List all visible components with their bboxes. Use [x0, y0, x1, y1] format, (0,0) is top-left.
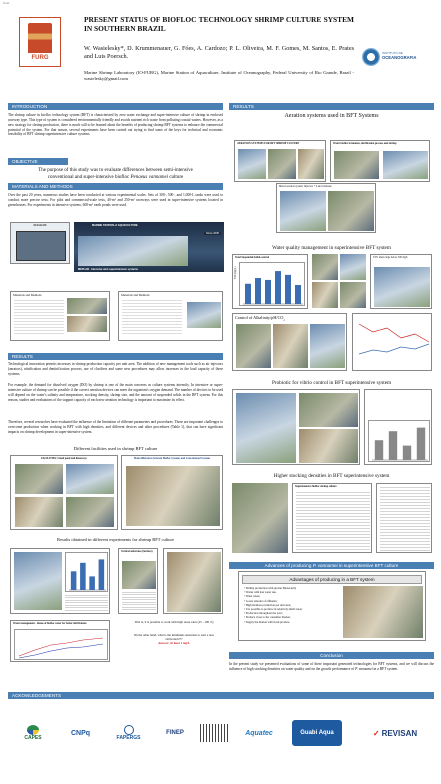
facilities-photo-b — [66, 464, 114, 494]
bar-C — [403, 446, 411, 460]
facilities-photo-d — [66, 497, 114, 527]
introduction-text: The shrimp culture in biofloc technology system (BFT) is characterized by zero water exchange and super-intensive culture of shrimp in enclosed raceway type. This type of system is considered environmentally friendly and avoids nutrient rich waste from polluting coastal waters. However, as a new strategy for shrimp production, there is much still to be learned about the benefits of producing shrimp BFT systems to enhance the commercial potential of the system. For that reason, several experiments have been carried out trying to find some of the keys for technical and economic feasibility of BFT shrimp superintensive culture systems. — [8, 113, 223, 137]
mm-panel-1-photo-b — [67, 316, 107, 332]
mm-station-image — [78, 236, 188, 266]
ack-logo-cnpq — [58, 724, 103, 742]
advantage-item: • Shrimp production with greater Biosecurity — [244, 586, 297, 590]
alkalinity-chart-panel — [352, 313, 432, 371]
facilities-photo-c — [15, 497, 63, 527]
alkalinity-title-main: Control of Alkalinity/pH/CO — [235, 315, 284, 320]
bar-A — [71, 571, 77, 590]
mm-station-caption: MEPLAB - Intensive and superintensive systems — [78, 267, 138, 271]
vertical-substrates-photo — [122, 561, 156, 589]
ack-logo-finep-text: FINEP — [166, 730, 184, 736]
mixed-aeration-photo-a — [280, 191, 326, 231]
bar-T4 — [275, 271, 281, 304]
bar-D — [99, 559, 105, 590]
bar-C — [89, 576, 95, 590]
advantages-title: Advantages of producing in a BFT system — [242, 575, 422, 584]
probiotic-bar-chart — [369, 421, 431, 463]
poster-authors: W. Wasielesky*, D. Krummenauer, G. Fóes, A. Cardozo; P. L. Oliveira, M. F. Gomes, M. Santos, E. Prates and Luis Poersch. — [84, 45, 354, 60]
aeration-panel-1-title: AERATION SYSTEMS FOR BFT SHRIMP CULTURE — [237, 142, 300, 145]
aeration-panel-2 — [330, 140, 430, 182]
stocking-panel-2-table — [380, 487, 430, 551]
objective-species: Penaeus vannamei — [130, 174, 169, 180]
introduction-heading: INTRODUCTION — [8, 103, 223, 110]
facilities-panel-title: FACILITIES: Lined pond and Raceways — [41, 457, 87, 460]
aeration-photo-c — [298, 149, 324, 179]
probiotic-panel-2 — [364, 389, 432, 465]
exp-panel-1 — [10, 548, 110, 614]
stocking-note: Superintensive biofloc shrimp culture — [295, 485, 337, 488]
advantage-item: • High biomass production per unit area; — [244, 602, 291, 607]
alkalinity-photo-a — [236, 324, 271, 368]
ack-logo-pattern — [200, 724, 228, 742]
clarifier-photos — [312, 254, 367, 309]
mm-station-photo — [74, 222, 224, 272]
water-mgmt-series-a — [19, 638, 103, 656]
ack-logo-fapergs-text: FAPERGS — [116, 735, 141, 741]
bar-T3 — [265, 280, 271, 304]
ack-logo-finep — [154, 724, 196, 742]
advances-heading — [229, 562, 434, 569]
clarifier-photo-d — [340, 282, 366, 308]
mm-panel-1-photo-a — [67, 298, 107, 314]
clarifier-photo-c — [312, 282, 338, 308]
mm-station-year: Since 2005 — [206, 232, 219, 235]
water-mgmt-title: Water management - Reuse of biofloc water for better nitrification — [13, 622, 87, 625]
bar-T5 — [285, 275, 291, 304]
ack-logo-capes-text: CAPES — [24, 735, 42, 741]
exp-panel-1-table — [65, 595, 108, 611]
water-mgmt-chart — [14, 629, 108, 660]
clarifier-note: TSS: ideal range below 500 mg/L — [373, 256, 409, 259]
mm-diagram-title: DIAGRAM — [33, 224, 47, 227]
ack-logo-aquatec — [234, 722, 284, 744]
highlight-box — [125, 620, 223, 662]
vertical-substrates-label: Vertical substrates (Surface) — [121, 550, 153, 553]
mixed-aeration-photo-b — [328, 191, 374, 231]
objective-line2 — [8, 175, 223, 182]
materials-heading: MATERIALS AND METHODS — [8, 183, 223, 190]
mm-panel-2-textblock — [122, 300, 182, 336]
ack-logo-aquatec-text: Aquatec — [245, 729, 273, 737]
bar-T1 — [245, 284, 251, 304]
probiotic-photo-a — [236, 393, 296, 463]
aeration-panel-2-photo-a — [334, 151, 379, 179]
clarifier-photo-b — [340, 254, 366, 280]
alkalinity-title-sub: 2 — [283, 318, 285, 322]
mm-panel-2 — [118, 291, 223, 341]
differences-panel-title: Main differences between Biofloc Systems and Conventional Systems — [133, 457, 211, 460]
objective-line2-pre: conventional and super-intensive biofloc — [47, 174, 131, 180]
water-mgmt-lines — [15, 630, 109, 661]
aeration-panel-1 — [234, 140, 326, 182]
mm-station-banner: MARINE STATION of AQUACULTURE — [92, 224, 138, 227]
bar-T6 — [295, 285, 301, 304]
alkalinity-series-b — [359, 344, 429, 354]
aeration-title: Aeration systems used in BFT Systems — [284, 113, 379, 119]
differences-panel-photo — [126, 466, 220, 526]
aeration-photo-a — [238, 149, 266, 179]
objective-heading: OBJECTIVE — [8, 158, 68, 165]
advantage-item: • Produce close to the consumer market, — [244, 615, 291, 620]
furg-logo-mark — [28, 23, 52, 53]
ack-logo-revisan — [358, 722, 432, 744]
results-exp-title: Results obtained in different experiments for shrimp BFT culture — [56, 537, 175, 542]
mm-diagram-panel — [10, 222, 70, 264]
stocking-panel — [292, 483, 372, 553]
facilities-panel — [10, 455, 118, 530]
highlight-line3: Answer: At least 1 mg/L — [158, 641, 190, 646]
vertical-substrates-text — [122, 592, 156, 612]
bar-A — [375, 440, 383, 460]
mm-panel-1-title: Materials and Methods — [13, 293, 42, 297]
probiotic-panel-1 — [232, 389, 360, 465]
bar-D — [417, 428, 425, 460]
aeration-panel-2-title: Water biofloc formation, nitrification process and shrimp — [333, 142, 397, 145]
objective-line2-post: culture — [168, 174, 184, 180]
advantages-panel — [238, 571, 426, 641]
mm-panel-2-title: Materials and Methods — [121, 293, 150, 297]
poster-title: PRESENT STATUS OF BIOFLOC TECHNOLOGY SHRIMP CULTURE SYSTEM IN SOUTHERN BRAZIL — [84, 15, 354, 33]
probiotic-photo-c — [299, 429, 358, 463]
tss-y-label: TSS (mg/L) — [234, 266, 237, 279]
water-quality-title: Water quality management in superintensive BFT system — [272, 245, 391, 251]
objective-text — [8, 168, 223, 181]
mixed-aeration-title: Mixed aeration system: Injectors + 2 and venturies — [279, 185, 332, 188]
oceanografia-logo-line1: INSTITUTO DE — [382, 51, 403, 55]
mixed-aeration-panel — [276, 183, 376, 233]
alkalinity-photo-b — [273, 324, 308, 368]
aeration-photo-b — [268, 149, 296, 179]
poster-affiliation: Marine Shrimp Laboratory (IO-FURG), Marine Station of Aquaculture, Institute of Oceanography, Federal University of Rio Grande, Brazil - wasielesky@gmail.com — [84, 70, 354, 81]
conclusion-text-pre: In the present study we presented evaluations of some of these important generated technologies for BFT systems, and we will discuss the influence of high stocking densities on water quality and on the growth performance of — [229, 662, 434, 671]
advantage-item: • Production throughout the year; — [244, 611, 283, 616]
exp-panel-2 — [118, 548, 158, 614]
probiotic-photo-b — [299, 393, 358, 427]
results-right-heading: RESULTS — [229, 103, 434, 110]
bar-B — [389, 431, 397, 460]
facilities-photo-a — [15, 464, 63, 494]
furg-logo — [19, 17, 61, 67]
facilities-title: Different facilities used in shrimp BFT culture — [73, 446, 158, 451]
clarifier-note-panel — [370, 254, 432, 309]
oceanografia-logo-mark — [362, 48, 380, 66]
oceanografia-logo-line2: OCEANOGRAFIA — [382, 55, 417, 60]
ack-logo-row — [8, 712, 434, 752]
ack-logo-capes — [12, 722, 54, 744]
water-mgmt-panel — [10, 620, 110, 662]
advantage-item: • Water reuse; — [244, 594, 261, 599]
alkalinity-photo-c — [310, 324, 345, 368]
conclusion-species: P. vannamei — [355, 666, 373, 671]
probiotic-chart — [368, 420, 430, 462]
materials-text: Over the past 20 years, numerous studies have been conducted at various experimental scales. Sets of 300-, 500-, and 1,000-L tanks were used to conduct more precise tests. For pilot and commercial-scale tests, 40-m² and 250-m² raceways were used in super-intensive systems located in greenhouses. For experiments in intensive systems, 600-m² earth ponds were used. — [8, 193, 223, 207]
ack-logo-cnpq-text: CNPq — [70, 729, 91, 737]
stocking-table — [296, 492, 370, 550]
aeration-panel-2-photo-b — [383, 151, 428, 179]
advantages-photo — [343, 586, 423, 638]
alkalinity-title — [233, 314, 346, 323]
highlight-line2: On the other hand, what is the minimum saturation to start a new cultivation??? — [133, 633, 215, 642]
mm-diagram-box — [16, 231, 66, 261]
clarifier-note-photo — [374, 267, 430, 307]
results-left-heading: RESULTS — [8, 353, 223, 360]
tss-chart — [239, 262, 305, 306]
advantage-item: • Lower amount of effluents; — [244, 598, 278, 603]
furg-logo-text: FURG — [31, 55, 49, 61]
ack-logo-guabi — [292, 720, 342, 746]
tss-bar-chart — [240, 263, 306, 307]
clarifier-photo-a — [312, 254, 338, 280]
results-left-para3: Therefore, several researches have evaluated the influence of the limitation of different parameters and procedures. These are important challenges to overcome production when working in BFT with high densities, and different devices and other procedures (Table 1), that can have significant impacts on shrimp development in super-intensive system. — [8, 420, 223, 434]
advantages-list — [244, 586, 339, 624]
results-left-para2: For example, the demand for dissolved oxygen (DO) by shrimp is one of the main concerns as culture systems intensify. In intensive or super-intensive culture of shrimp can be possible if the correct aeration devices can meet the organism's oxygen demand. The number of devices to be used will depend on the water's salinity and temperature, stocking density, shrimp size, and the amount of suspended solids in the BFT system. For this reason, studies and evaluations of the support capacity of each new aeration technology is important to maximize its effect. — [8, 383, 223, 402]
differences-panel — [121, 455, 223, 530]
advances-heading-post: in superintensive BFT culture — [337, 563, 399, 568]
highlight-line1: That is, it is possible to work with high reuse rates (25 - 100 %) — [134, 620, 214, 624]
advantage-item: • Supply the market with fresh produce. — [244, 619, 291, 624]
probiotic-title: Probiotic for vibrio control in BFT superintensive system — [271, 380, 392, 386]
mm-panel-1-textblock — [14, 300, 64, 336]
stocking-title: Higher stocking densities in BFT superintensive system — [273, 473, 390, 479]
ack-logo-guabi-text: Guabi Aqua — [300, 730, 334, 736]
conclusion-text — [229, 662, 434, 672]
capes-mark — [27, 725, 39, 735]
mm-panel-2-photo — [187, 302, 221, 328]
objective-line1: The purpose of this study was to evaluate differences between semi-intensive — [38, 168, 193, 173]
tss-title: Total Suspended Solids control — [235, 256, 270, 259]
tss-panel — [232, 254, 308, 309]
advances-heading-species: P. vannamei — [312, 563, 338, 568]
alkalinity-panel — [232, 313, 347, 371]
advances-heading-pre: Advances of producing — [264, 563, 313, 568]
conclusion-text-post: in a BFT system. — [372, 666, 399, 671]
revisan-check-icon: ✓ — [372, 728, 380, 738]
exp-panel-3-photo — [167, 552, 221, 612]
exp-panel-1-photo — [14, 552, 62, 610]
bar-T2 — [255, 278, 261, 304]
fapergs-mark — [124, 725, 134, 735]
exp-panel-1-chart — [65, 552, 108, 592]
bar-B — [80, 563, 86, 590]
ack-logo-revisan-text: REVISAN — [381, 728, 418, 738]
ack-heading: ACKOWLEDGEMENTS — [8, 692, 434, 699]
mm-panel-1 — [10, 291, 110, 341]
stocking-photo — [232, 483, 288, 553]
conclusion-heading: Conclusion — [229, 652, 434, 659]
alkalinity-series-a — [359, 324, 429, 342]
alkalinity-line-chart — [353, 314, 433, 372]
ack-logo-fapergs — [106, 722, 151, 744]
oceanografia-logo — [360, 46, 430, 86]
exp-bar-chart — [66, 553, 109, 593]
stocking-panel-2 — [376, 483, 432, 553]
exp-panel-3 — [163, 548, 223, 614]
advantage-item: • Works with less water use, — [244, 590, 277, 595]
results-left-para1: Technological innovation permits increases in shrimp production capacity per unit area. The addition of new management tools such as air injectors (aerators), nitrification and denitrification process, use of clarifiers and some new procedures may allow increases in the load capacity of these systems. — [8, 362, 223, 376]
advantage-item: • It is possible to produce in relatively small areas; — [244, 607, 303, 612]
page-tag: Poster — [3, 2, 10, 5]
